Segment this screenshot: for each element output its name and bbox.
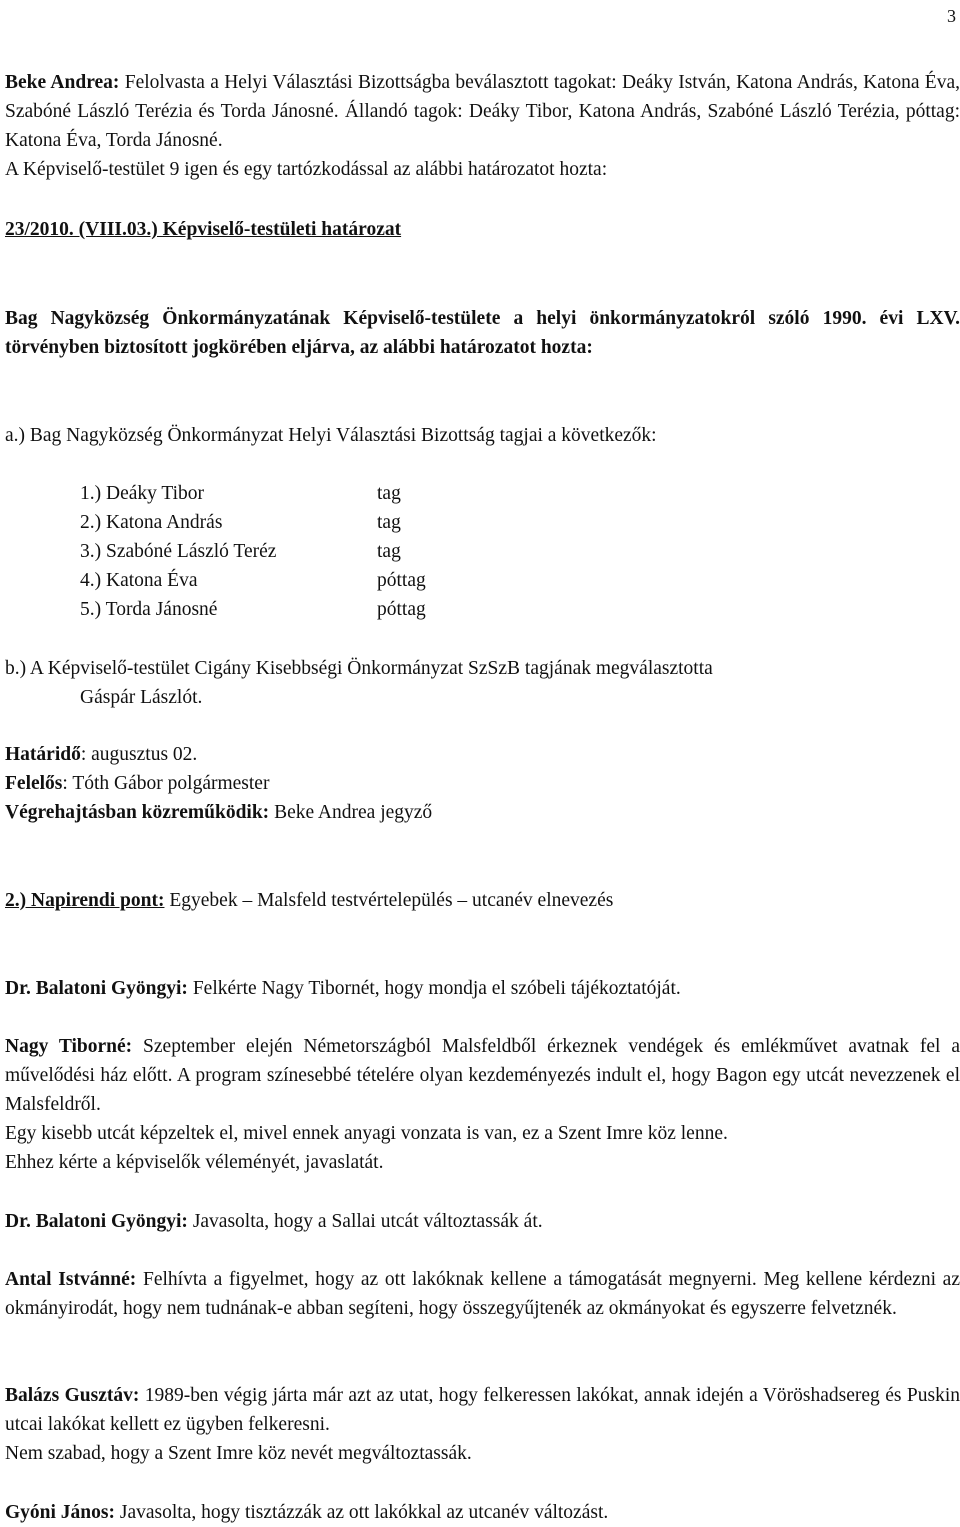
member-name: 1.) Deáky Tibor: [80, 483, 205, 504]
discussion-entry: [5, 1032, 960, 1177]
speaker-text: Javasolta, hogy a Sallai utcát változtassák át.: [187, 1211, 543, 1232]
speaker-text-extra: Nem szabad, hogy a Szent Imre köz nevét megváltoztassák.: [5, 1443, 472, 1464]
member-row: [80, 595, 480, 624]
agenda-item: [5, 886, 960, 915]
point-b-line2: Gáspár Lászlót.: [80, 687, 203, 708]
responsible-value: : Tóth Gábor polgármester: [62, 773, 270, 794]
member-name: 5.) Torda Jánosné: [80, 599, 218, 620]
discussion-entry: [5, 1207, 960, 1236]
resolution-point-a: a.) Bag Nagyközség Önkormányzat Helyi Választási Bizottság tagjai a következők:: [5, 425, 657, 446]
executor-line: [5, 798, 960, 827]
member-row: [80, 566, 480, 595]
speaker-text: 1989-ben végig járta már azt az utat, hogy felkeressen lakókat, annak idején a Vöröshadsereg és Puskin utcai lakókat kellett ez ügyben felkeresni.: [5, 1385, 960, 1435]
responsible-line: [5, 769, 960, 798]
executor-value: Beke Andrea jegyző: [269, 802, 433, 823]
speaker-text: Javasolta, hogy tisztázzák az ott lakókkal az utcanév változást.: [114, 1502, 609, 1523]
member-name: 2.) Katona András: [80, 512, 223, 533]
discussion-entry: [5, 974, 960, 1003]
deadline-value: : augusztus 02.: [80, 744, 198, 765]
discussion-entry: [5, 1265, 960, 1323]
speaker-text: Felkérte Nagy Tibornét, hogy mondja el szóbeli tájékoztatóját.: [187, 978, 681, 999]
speaker-text: Szeptember elején Németországból Malsfeldből érkeznek vendégek és emlékművet avatnak fel a művelődési ház előtt. A program színesebbé tételére olyan kezdeményezés indult el, hogy Bagon egy utcát nevezzenek el Malsfeldről.: [5, 1036, 960, 1115]
deadline-line: [5, 740, 960, 769]
speaker-text-extra: Egy kisebb utcát képzeltek el, mivel ennek anyagi vonzata is van, ez a Szent Imre köz lenne.: [5, 1123, 728, 1144]
discussion-entry: [5, 1381, 960, 1468]
discussion-entry: [5, 1498, 960, 1527]
resolution-title: [5, 215, 960, 244]
member-row: [80, 537, 480, 566]
page-number: 3: [947, 6, 956, 26]
member-role: tag: [377, 483, 401, 504]
speaker-name: Dr. Balatoni Gyöngyi:: [5, 1211, 188, 1232]
speaker-name: Balázs Gusztáv:: [5, 1385, 140, 1406]
member-role: póttag: [377, 599, 426, 620]
intro-text: Felolvasta a Helyi Választási Bizottságba beválasztott tagokat: Deáky István, Katona András, Katona Éva, Szabóné László Terézia és Torda Jánosné. Állandó tagok: Deáky Tibor, Katona András, Szabóné László Terézia, póttag: Katona Éva, Torda Jánosné.: [5, 72, 960, 151]
member-role: tag: [377, 512, 401, 533]
member-row: [80, 508, 480, 537]
point-b-line1: b.) A Képviselő-testület Cigány Kisebbségi Önkormányzat SzSzB tagjának megválasztotta: [5, 658, 713, 679]
speaker-name: Gyóni János:: [5, 1502, 115, 1523]
agenda-text: Egyebek – Malsfeld testvértelepülés – utcanév elnevezés: [164, 890, 614, 911]
member-name: 4.) Katona Éva: [80, 570, 198, 591]
resolution-title-text: 23/2010. (VIII.03.) Képviselő-testületi határozat: [5, 219, 402, 240]
speaker-text: Felhívta a figyelmet, hogy az ott lakóknak kellene a támogatását megnyerni. Meg kellene kérdezni az okmányirodát, hogy nem tudnának-e abban segíteni, hogy összegyűjtenék az okmányokat és egyszerre felvetznék.: [5, 1269, 960, 1319]
intro-paragraph: [5, 68, 960, 155]
member-role: póttag: [377, 570, 426, 591]
resolution-point-b: [5, 654, 960, 712]
responsible-label: Felelős: [5, 773, 63, 794]
speaker-name: Nagy Tiborné:: [5, 1036, 133, 1057]
agenda-label: 2.) Napirendi pont:: [5, 890, 165, 911]
member-list: [80, 479, 480, 624]
deadline-label: Határidő: [5, 744, 81, 765]
member-role: tag: [377, 541, 401, 562]
member-row: [80, 479, 480, 508]
member-name: 3.) Szabóné László Teréz: [80, 541, 277, 562]
speaker-name: Dr. Balatoni Gyöngyi:: [5, 978, 188, 999]
speaker-name: Beke Andrea:: [5, 72, 120, 93]
resolution-preamble: Bag Nagyközség Önkormányzatának Képviselő-testülete a helyi önkormányzatokról szóló 1990. évi LXV. törvényben biztosított jogkörében eljárva, az alábbi határozatot hozta:: [5, 308, 960, 358]
speaker-text-extra: Ehhez kérte a képviselők véleményét, javaslatát.: [5, 1152, 384, 1173]
vote-result: A Képviselő-testület 9 igen és egy tartózkodással az alábbi határozatot hozta:: [5, 159, 608, 180]
executor-label: Végrehajtásban közreműködik:: [5, 802, 270, 823]
speaker-name: Antal Istvánné:: [5, 1269, 137, 1290]
